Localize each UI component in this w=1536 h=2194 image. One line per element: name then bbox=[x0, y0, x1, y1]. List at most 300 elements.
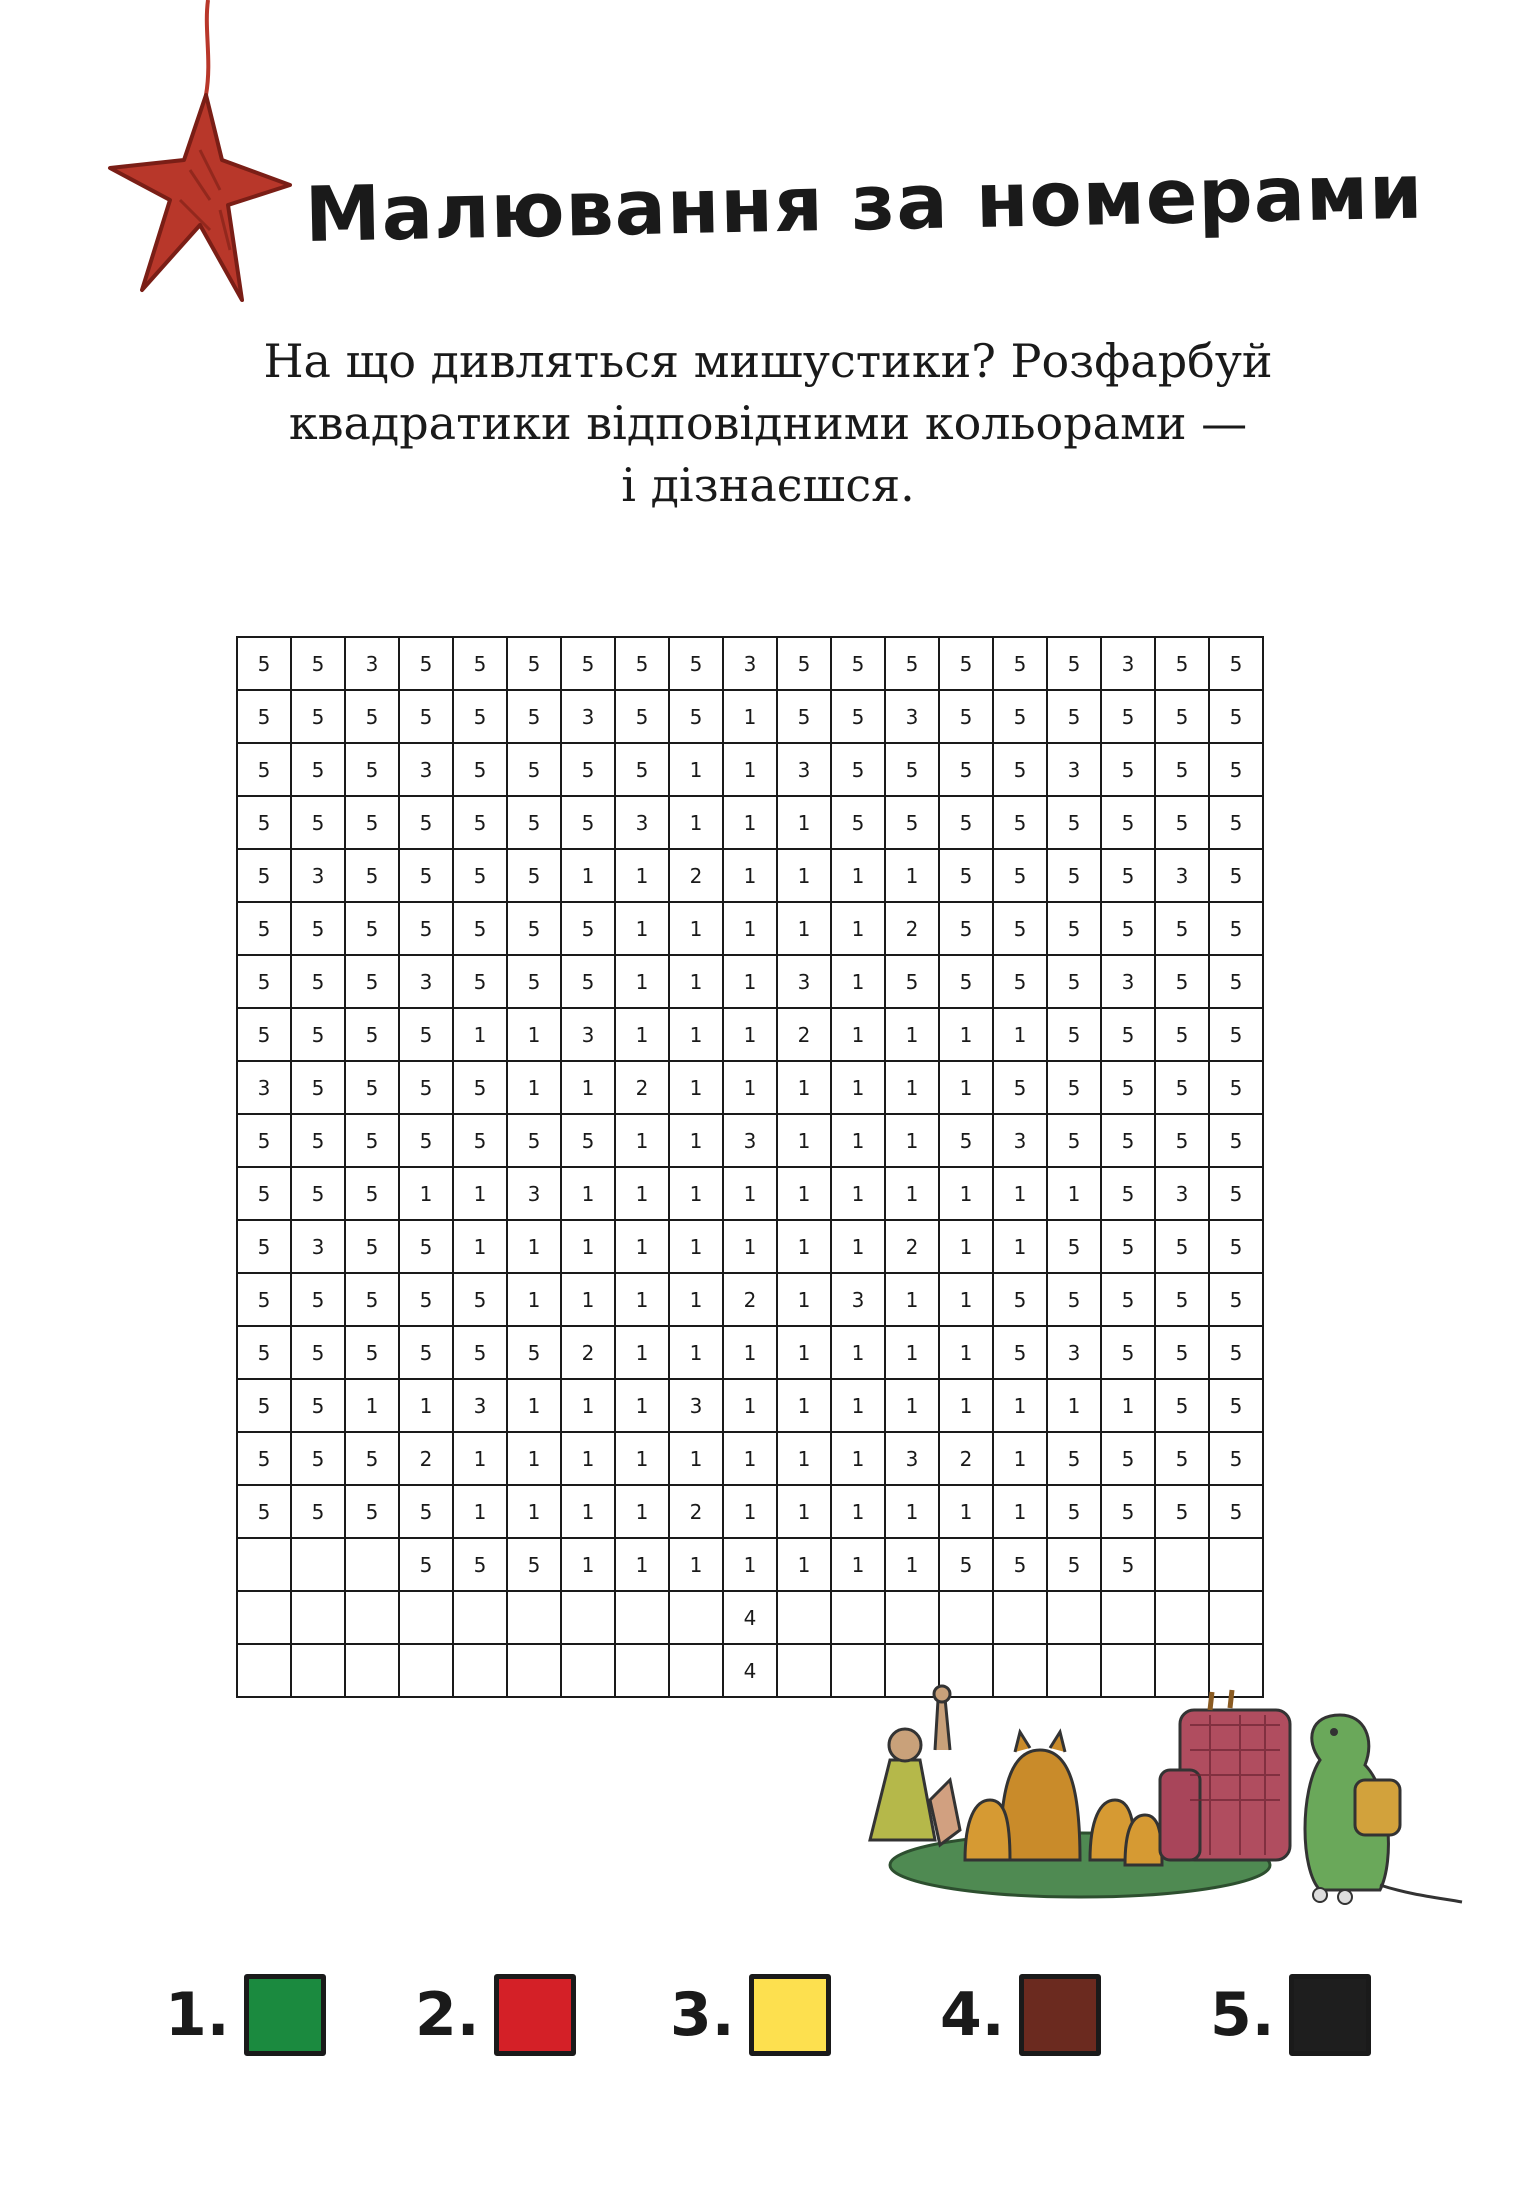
grid-cell[interactable]: 5 bbox=[615, 743, 669, 796]
grid-cell[interactable]: 5 bbox=[453, 955, 507, 1008]
grid-cell[interactable]: 1 bbox=[831, 1008, 885, 1061]
grid-cell[interactable] bbox=[1209, 1591, 1263, 1644]
grid-cell[interactable]: 5 bbox=[453, 690, 507, 743]
grid-cell[interactable]: 1 bbox=[993, 1379, 1047, 1432]
grid-cell[interactable]: 5 bbox=[507, 637, 561, 690]
grid-cell[interactable]: 5 bbox=[345, 1432, 399, 1485]
grid-cell[interactable] bbox=[345, 1538, 399, 1591]
grid-cell[interactable]: 1 bbox=[831, 1167, 885, 1220]
grid-cell[interactable]: 1 bbox=[669, 1538, 723, 1591]
grid-cell[interactable]: 1 bbox=[723, 902, 777, 955]
grid-cell[interactable]: 5 bbox=[399, 1538, 453, 1591]
grid-cell[interactable]: 5 bbox=[291, 1061, 345, 1114]
grid-cell[interactable]: 1 bbox=[1047, 1379, 1101, 1432]
grid-cell[interactable]: 3 bbox=[669, 1379, 723, 1432]
grid-cell[interactable]: 1 bbox=[561, 1273, 615, 1326]
grid-cell[interactable]: 1 bbox=[993, 1485, 1047, 1538]
grid-cell[interactable]: 5 bbox=[561, 902, 615, 955]
grid-cell[interactable]: 3 bbox=[1155, 849, 1209, 902]
grid-cell[interactable]: 5 bbox=[345, 1114, 399, 1167]
grid-cell[interactable]: 1 bbox=[669, 1167, 723, 1220]
grid-cell[interactable]: 5 bbox=[399, 690, 453, 743]
grid-cell[interactable]: 3 bbox=[723, 637, 777, 690]
grid-cell[interactable]: 1 bbox=[561, 1220, 615, 1273]
grid-cell[interactable]: 5 bbox=[345, 1326, 399, 1379]
grid-cell[interactable]: 4 bbox=[723, 1591, 777, 1644]
grid-cell[interactable]: 5 bbox=[507, 690, 561, 743]
grid-cell[interactable]: 5 bbox=[777, 690, 831, 743]
grid-cell[interactable]: 5 bbox=[1209, 690, 1263, 743]
grid-cell[interactable]: 5 bbox=[1101, 1061, 1155, 1114]
grid-cell[interactable]: 1 bbox=[831, 1538, 885, 1591]
grid-cell[interactable]: 5 bbox=[237, 796, 291, 849]
grid-cell[interactable]: 5 bbox=[345, 690, 399, 743]
grid-cell[interactable]: 1 bbox=[993, 1167, 1047, 1220]
grid-cell[interactable] bbox=[939, 1591, 993, 1644]
grid-cell[interactable]: 5 bbox=[291, 1326, 345, 1379]
grid-cell[interactable]: 1 bbox=[507, 1485, 561, 1538]
grid-cell[interactable]: 1 bbox=[831, 1114, 885, 1167]
grid-cell[interactable]: 5 bbox=[345, 955, 399, 1008]
grid-cell[interactable]: 5 bbox=[1209, 1273, 1263, 1326]
grid-cell[interactable]: 2 bbox=[561, 1326, 615, 1379]
grid-cell[interactable] bbox=[237, 1644, 291, 1697]
grid-cell[interactable]: 1 bbox=[777, 1167, 831, 1220]
grid-cell[interactable]: 5 bbox=[561, 796, 615, 849]
grid-cell[interactable]: 3 bbox=[291, 849, 345, 902]
grid-cell[interactable]: 2 bbox=[669, 849, 723, 902]
grid-cell[interactable] bbox=[1101, 1591, 1155, 1644]
grid-cell[interactable]: 5 bbox=[237, 637, 291, 690]
grid-cell[interactable]: 5 bbox=[507, 1538, 561, 1591]
grid-cell[interactable]: 5 bbox=[399, 1008, 453, 1061]
grid-cell[interactable]: 5 bbox=[399, 902, 453, 955]
grid-cell[interactable]: 5 bbox=[453, 1326, 507, 1379]
grid-cell[interactable] bbox=[615, 1591, 669, 1644]
grid-cell[interactable]: 1 bbox=[885, 1008, 939, 1061]
grid-cell[interactable] bbox=[345, 1644, 399, 1697]
grid-cell[interactable]: 1 bbox=[1101, 1379, 1155, 1432]
grid-cell[interactable]: 1 bbox=[615, 1220, 669, 1273]
grid-cell[interactable]: 5 bbox=[993, 1273, 1047, 1326]
grid-cell[interactable]: 5 bbox=[399, 637, 453, 690]
grid-cell[interactable]: 5 bbox=[831, 796, 885, 849]
grid-cell[interactable]: 5 bbox=[1155, 637, 1209, 690]
grid-cell[interactable]: 1 bbox=[723, 955, 777, 1008]
grid-cell[interactable]: 3 bbox=[1047, 743, 1101, 796]
grid-cell[interactable]: 2 bbox=[399, 1432, 453, 1485]
grid-cell[interactable] bbox=[291, 1538, 345, 1591]
grid-cell[interactable]: 5 bbox=[1209, 1114, 1263, 1167]
grid-cell[interactable] bbox=[453, 1644, 507, 1697]
grid-cell[interactable]: 3 bbox=[831, 1273, 885, 1326]
grid-cell[interactable]: 3 bbox=[885, 1432, 939, 1485]
grid-cell[interactable]: 3 bbox=[723, 1114, 777, 1167]
grid-cell[interactable]: 5 bbox=[1101, 1220, 1155, 1273]
grid-cell[interactable] bbox=[399, 1644, 453, 1697]
grid-cell[interactable]: 5 bbox=[453, 637, 507, 690]
grid-cell[interactable]: 1 bbox=[453, 1485, 507, 1538]
grid-cell[interactable]: 5 bbox=[345, 1220, 399, 1273]
grid-cell[interactable]: 5 bbox=[1155, 1220, 1209, 1273]
grid-cell[interactable]: 1 bbox=[1047, 1167, 1101, 1220]
grid-cell[interactable]: 3 bbox=[561, 1008, 615, 1061]
grid-cell[interactable]: 1 bbox=[669, 1273, 723, 1326]
grid-cell[interactable]: 5 bbox=[1209, 1061, 1263, 1114]
grid-cell[interactable]: 1 bbox=[885, 1273, 939, 1326]
grid-cell[interactable]: 1 bbox=[777, 1379, 831, 1432]
grid-cell[interactable]: 1 bbox=[885, 849, 939, 902]
grid-cell[interactable]: 2 bbox=[885, 902, 939, 955]
grid-cell[interactable]: 5 bbox=[1101, 1485, 1155, 1538]
grid-cell[interactable]: 5 bbox=[237, 743, 291, 796]
grid-cell[interactable]: 5 bbox=[1209, 955, 1263, 1008]
grid-cell[interactable]: 1 bbox=[831, 1485, 885, 1538]
grid-cell[interactable]: 1 bbox=[615, 1273, 669, 1326]
grid-cell[interactable]: 1 bbox=[345, 1379, 399, 1432]
grid-cell[interactable]: 5 bbox=[1155, 1379, 1209, 1432]
grid-cell[interactable]: 5 bbox=[237, 1273, 291, 1326]
grid-cell[interactable]: 5 bbox=[993, 1326, 1047, 1379]
grid-cell[interactable]: 1 bbox=[723, 1008, 777, 1061]
grid-cell[interactable]: 1 bbox=[723, 1432, 777, 1485]
grid-cell[interactable]: 5 bbox=[993, 849, 1047, 902]
grid-cell[interactable]: 5 bbox=[399, 1326, 453, 1379]
grid-cell[interactable]: 5 bbox=[453, 902, 507, 955]
grid-cell[interactable]: 5 bbox=[453, 1061, 507, 1114]
grid-cell[interactable]: 5 bbox=[345, 849, 399, 902]
grid-cell[interactable]: 5 bbox=[291, 955, 345, 1008]
grid-cell[interactable]: 5 bbox=[993, 902, 1047, 955]
grid-cell[interactable]: 5 bbox=[777, 637, 831, 690]
grid-cell[interactable]: 1 bbox=[939, 1326, 993, 1379]
grid-cell[interactable]: 5 bbox=[399, 1220, 453, 1273]
grid-cell[interactable]: 5 bbox=[615, 637, 669, 690]
grid-cell[interactable]: 3 bbox=[237, 1061, 291, 1114]
grid-cell[interactable]: 1 bbox=[993, 1432, 1047, 1485]
black-swatch[interactable] bbox=[1289, 1974, 1371, 2056]
grid-cell[interactable]: 5 bbox=[939, 902, 993, 955]
grid-cell[interactable]: 1 bbox=[993, 1008, 1047, 1061]
grid-cell[interactable]: 1 bbox=[561, 1061, 615, 1114]
grid-cell[interactable]: 5 bbox=[831, 690, 885, 743]
grid-cell[interactable]: 5 bbox=[1101, 1273, 1155, 1326]
grid-cell[interactable]: 5 bbox=[1047, 796, 1101, 849]
grid-cell[interactable]: 5 bbox=[1101, 1008, 1155, 1061]
grid-cell[interactable]: 1 bbox=[939, 1008, 993, 1061]
grid-cell[interactable]: 5 bbox=[939, 849, 993, 902]
grid-cell[interactable]: 5 bbox=[399, 1114, 453, 1167]
grid-cell[interactable]: 1 bbox=[723, 1485, 777, 1538]
grid-cell[interactable]: 1 bbox=[507, 1008, 561, 1061]
grid-cell[interactable]: 5 bbox=[237, 1008, 291, 1061]
grid-cell[interactable] bbox=[777, 1591, 831, 1644]
grid-cell[interactable]: 5 bbox=[1047, 1485, 1101, 1538]
grid-cell[interactable]: 5 bbox=[939, 690, 993, 743]
grid-cell[interactable]: 3 bbox=[885, 690, 939, 743]
grid-cell[interactable]: 5 bbox=[1209, 796, 1263, 849]
grid-cell[interactable]: 5 bbox=[993, 690, 1047, 743]
grid-cell[interactable]: 1 bbox=[453, 1008, 507, 1061]
grid-cell[interactable]: 1 bbox=[507, 1432, 561, 1485]
grid-cell[interactable]: 1 bbox=[723, 1326, 777, 1379]
grid-cell[interactable]: 1 bbox=[561, 1167, 615, 1220]
grid-cell[interactable]: 1 bbox=[669, 902, 723, 955]
grid-cell[interactable]: 5 bbox=[1209, 1008, 1263, 1061]
grid-cell[interactable]: 1 bbox=[777, 1538, 831, 1591]
grid-cell[interactable]: 1 bbox=[399, 1379, 453, 1432]
grid-cell[interactable]: 5 bbox=[507, 1114, 561, 1167]
grid-cell[interactable]: 5 bbox=[345, 1167, 399, 1220]
grid-cell[interactable]: 1 bbox=[615, 1379, 669, 1432]
grid-cell[interactable]: 1 bbox=[723, 1538, 777, 1591]
grid-cell[interactable] bbox=[993, 1591, 1047, 1644]
grid-cell[interactable]: 1 bbox=[669, 796, 723, 849]
grid-cell[interactable]: 1 bbox=[723, 1061, 777, 1114]
grid-cell[interactable]: 5 bbox=[291, 1379, 345, 1432]
grid-cell[interactable]: 1 bbox=[669, 743, 723, 796]
grid-cell[interactable]: 1 bbox=[669, 1220, 723, 1273]
grid-cell[interactable]: 5 bbox=[1047, 1220, 1101, 1273]
grid-cell[interactable]: 5 bbox=[291, 1432, 345, 1485]
grid-cell[interactable]: 1 bbox=[885, 1167, 939, 1220]
grid-cell[interactable]: 1 bbox=[939, 1061, 993, 1114]
grid-cell[interactable]: 1 bbox=[561, 1485, 615, 1538]
grid-cell[interactable]: 1 bbox=[453, 1432, 507, 1485]
grid-cell[interactable]: 1 bbox=[561, 1538, 615, 1591]
grid-cell[interactable]: 1 bbox=[723, 743, 777, 796]
grid-cell[interactable]: 5 bbox=[507, 902, 561, 955]
grid-cell[interactable]: 3 bbox=[615, 796, 669, 849]
grid-cell[interactable]: 5 bbox=[1209, 1485, 1263, 1538]
grid-cell[interactable]: 5 bbox=[237, 1167, 291, 1220]
grid-cell[interactable]: 3 bbox=[399, 955, 453, 1008]
grid-cell[interactable]: 1 bbox=[831, 1220, 885, 1273]
grid-cell[interactable]: 5 bbox=[1047, 1114, 1101, 1167]
grid-cell[interactable]: 5 bbox=[1047, 1273, 1101, 1326]
grid-cell[interactable]: 5 bbox=[291, 690, 345, 743]
grid-cell[interactable]: 5 bbox=[345, 1061, 399, 1114]
grid-cell[interactable]: 5 bbox=[399, 1061, 453, 1114]
grid-cell[interactable]: 5 bbox=[345, 1485, 399, 1538]
grid-cell[interactable]: 5 bbox=[993, 796, 1047, 849]
grid-cell[interactable]: 5 bbox=[1101, 690, 1155, 743]
grid-cell[interactable]: 5 bbox=[345, 743, 399, 796]
grid-cell[interactable]: 1 bbox=[777, 902, 831, 955]
grid-cell[interactable]: 1 bbox=[669, 1008, 723, 1061]
grid-cell[interactable]: 1 bbox=[777, 1273, 831, 1326]
grid-cell[interactable]: 5 bbox=[237, 1379, 291, 1432]
grid-cell[interactable]: 1 bbox=[669, 1326, 723, 1379]
grid-cell[interactable]: 5 bbox=[291, 902, 345, 955]
grid-cell[interactable]: 5 bbox=[939, 637, 993, 690]
grid-cell[interactable]: 5 bbox=[939, 955, 993, 1008]
grid-cell[interactable]: 2 bbox=[723, 1273, 777, 1326]
grid-cell[interactable]: 5 bbox=[885, 796, 939, 849]
grid-cell[interactable] bbox=[561, 1644, 615, 1697]
grid-cell[interactable]: 1 bbox=[993, 1220, 1047, 1273]
grid-cell[interactable]: 1 bbox=[885, 1061, 939, 1114]
grid-cell[interactable]: 1 bbox=[615, 1538, 669, 1591]
grid-cell[interactable]: 5 bbox=[1155, 1008, 1209, 1061]
grid-cell[interactable] bbox=[1209, 1538, 1263, 1591]
grid-cell[interactable]: 1 bbox=[885, 1538, 939, 1591]
grid-cell[interactable]: 1 bbox=[939, 1379, 993, 1432]
grid-cell[interactable] bbox=[399, 1591, 453, 1644]
grid-cell[interactable]: 3 bbox=[1101, 955, 1155, 1008]
green-swatch[interactable] bbox=[244, 1974, 326, 2056]
grid-cell[interactable] bbox=[291, 1644, 345, 1697]
grid-cell[interactable]: 5 bbox=[453, 1114, 507, 1167]
grid-cell[interactable] bbox=[669, 1591, 723, 1644]
grid-cell[interactable]: 5 bbox=[399, 796, 453, 849]
grid-cell[interactable]: 1 bbox=[615, 1008, 669, 1061]
grid-cell[interactable]: 5 bbox=[345, 902, 399, 955]
grid-cell[interactable] bbox=[615, 1644, 669, 1697]
grid-cell[interactable]: 1 bbox=[777, 1326, 831, 1379]
grid-cell[interactable]: 5 bbox=[993, 637, 1047, 690]
grid-cell[interactable] bbox=[345, 1591, 399, 1644]
grid-cell[interactable]: 5 bbox=[1155, 1432, 1209, 1485]
grid-cell[interactable]: 1 bbox=[885, 1326, 939, 1379]
grid-cell[interactable]: 1 bbox=[453, 1220, 507, 1273]
grid-cell[interactable]: 5 bbox=[1209, 902, 1263, 955]
grid-cell[interactable]: 5 bbox=[237, 690, 291, 743]
grid-cell[interactable]: 1 bbox=[615, 955, 669, 1008]
grid-cell[interactable]: 5 bbox=[939, 743, 993, 796]
grid-cell[interactable]: 5 bbox=[1047, 1008, 1101, 1061]
yellow-swatch[interactable] bbox=[749, 1974, 831, 2056]
grid-cell[interactable]: 5 bbox=[1155, 690, 1209, 743]
grid-cell[interactable]: 5 bbox=[1155, 1485, 1209, 1538]
grid-cell[interactable]: 5 bbox=[669, 690, 723, 743]
grid-cell[interactable] bbox=[1155, 1591, 1209, 1644]
grid-cell[interactable]: 5 bbox=[1101, 849, 1155, 902]
grid-cell[interactable]: 1 bbox=[507, 1220, 561, 1273]
grid-cell[interactable]: 5 bbox=[885, 743, 939, 796]
grid-cell[interactable]: 5 bbox=[1101, 1538, 1155, 1591]
grid-cell[interactable]: 5 bbox=[291, 637, 345, 690]
grid-cell[interactable]: 1 bbox=[885, 1379, 939, 1432]
grid-cell[interactable]: 1 bbox=[615, 1114, 669, 1167]
grid-cell[interactable]: 5 bbox=[1209, 849, 1263, 902]
grid-cell[interactable]: 5 bbox=[399, 1485, 453, 1538]
grid-cell[interactable]: 5 bbox=[1047, 1432, 1101, 1485]
grid-cell[interactable] bbox=[237, 1591, 291, 1644]
grid-cell[interactable]: 5 bbox=[1101, 743, 1155, 796]
grid-cell[interactable]: 1 bbox=[723, 1167, 777, 1220]
grid-cell[interactable]: 3 bbox=[507, 1167, 561, 1220]
grid-cell[interactable]: 5 bbox=[1047, 849, 1101, 902]
grid-cell[interactable] bbox=[291, 1591, 345, 1644]
grid-cell[interactable]: 5 bbox=[453, 849, 507, 902]
grid-cell[interactable]: 5 bbox=[1209, 1326, 1263, 1379]
grid-cell[interactable]: 3 bbox=[1047, 1326, 1101, 1379]
grid-cell[interactable]: 1 bbox=[669, 1114, 723, 1167]
grid-cell[interactable]: 5 bbox=[1155, 1114, 1209, 1167]
grid-cell[interactable]: 3 bbox=[453, 1379, 507, 1432]
grid-cell[interactable]: 5 bbox=[291, 1114, 345, 1167]
grid-cell[interactable]: 3 bbox=[1155, 1167, 1209, 1220]
grid-cell[interactable] bbox=[507, 1644, 561, 1697]
grid-cell[interactable]: 5 bbox=[291, 1273, 345, 1326]
grid-cell[interactable]: 5 bbox=[237, 902, 291, 955]
grid-cell[interactable] bbox=[885, 1591, 939, 1644]
grid-cell[interactable]: 5 bbox=[1101, 902, 1155, 955]
grid-cell[interactable]: 1 bbox=[723, 1220, 777, 1273]
grid-cell[interactable]: 1 bbox=[939, 1167, 993, 1220]
grid-cell[interactable]: 3 bbox=[291, 1220, 345, 1273]
grid-cell[interactable]: 5 bbox=[345, 1008, 399, 1061]
grid-cell[interactable]: 3 bbox=[561, 690, 615, 743]
grid-cell[interactable]: 1 bbox=[615, 1326, 669, 1379]
grid-cell[interactable]: 5 bbox=[237, 1432, 291, 1485]
grid-cell[interactable]: 1 bbox=[777, 796, 831, 849]
grid-cell[interactable]: 5 bbox=[615, 690, 669, 743]
grid-cell[interactable]: 1 bbox=[831, 1326, 885, 1379]
grid-cell[interactable]: 1 bbox=[777, 1220, 831, 1273]
grid-cell[interactable]: 5 bbox=[993, 743, 1047, 796]
grid-cell[interactable] bbox=[1047, 1591, 1101, 1644]
grid-cell[interactable]: 1 bbox=[399, 1167, 453, 1220]
grid-cell[interactable]: 5 bbox=[1155, 1326, 1209, 1379]
grid-cell[interactable] bbox=[1155, 1538, 1209, 1591]
grid-cell[interactable]: 5 bbox=[1101, 1114, 1155, 1167]
grid-cell[interactable]: 2 bbox=[777, 1008, 831, 1061]
grid-cell[interactable]: 5 bbox=[831, 743, 885, 796]
grid-cell[interactable]: 5 bbox=[1209, 1432, 1263, 1485]
grid-cell[interactable] bbox=[831, 1591, 885, 1644]
grid-cell[interactable]: 5 bbox=[291, 796, 345, 849]
grid-cell[interactable]: 5 bbox=[1209, 743, 1263, 796]
grid-cell[interactable]: 5 bbox=[939, 796, 993, 849]
grid-cell[interactable]: 5 bbox=[561, 743, 615, 796]
grid-cell[interactable]: 5 bbox=[237, 1326, 291, 1379]
grid-cell[interactable]: 5 bbox=[237, 849, 291, 902]
grid-cell[interactable]: 1 bbox=[723, 690, 777, 743]
grid-cell[interactable]: 5 bbox=[345, 1273, 399, 1326]
grid-cell[interactable]: 5 bbox=[993, 955, 1047, 1008]
grid-cell[interactable]: 3 bbox=[993, 1114, 1047, 1167]
grid-cell[interactable]: 1 bbox=[939, 1485, 993, 1538]
grid-cell[interactable]: 1 bbox=[615, 1167, 669, 1220]
grid-cell[interactable]: 3 bbox=[345, 637, 399, 690]
grid-cell[interactable] bbox=[453, 1591, 507, 1644]
grid-cell[interactable]: 1 bbox=[669, 955, 723, 1008]
grid-cell[interactable]: 5 bbox=[507, 1326, 561, 1379]
grid-cell[interactable] bbox=[561, 1591, 615, 1644]
grid-cell[interactable]: 1 bbox=[507, 1061, 561, 1114]
grid-cell[interactable]: 1 bbox=[831, 955, 885, 1008]
grid-cell[interactable] bbox=[507, 1591, 561, 1644]
grid-cell[interactable]: 5 bbox=[1155, 743, 1209, 796]
grid-cell[interactable]: 1 bbox=[939, 1220, 993, 1273]
grid-cell[interactable]: 1 bbox=[777, 1061, 831, 1114]
grid-cell[interactable]: 5 bbox=[507, 955, 561, 1008]
red-swatch[interactable] bbox=[494, 1974, 576, 2056]
grid-cell[interactable]: 5 bbox=[1047, 637, 1101, 690]
grid-cell[interactable]: 5 bbox=[885, 637, 939, 690]
grid-cell[interactable]: 5 bbox=[1047, 1538, 1101, 1591]
grid-cell[interactable]: 1 bbox=[561, 1432, 615, 1485]
grid-cell[interactable]: 5 bbox=[561, 1114, 615, 1167]
grid-cell[interactable]: 5 bbox=[561, 955, 615, 1008]
grid-cell[interactable]: 5 bbox=[237, 955, 291, 1008]
grid-cell[interactable]: 5 bbox=[345, 796, 399, 849]
grid-cell[interactable]: 1 bbox=[669, 1061, 723, 1114]
grid-cell[interactable]: 1 bbox=[885, 1114, 939, 1167]
grid-cell[interactable]: 5 bbox=[453, 1273, 507, 1326]
